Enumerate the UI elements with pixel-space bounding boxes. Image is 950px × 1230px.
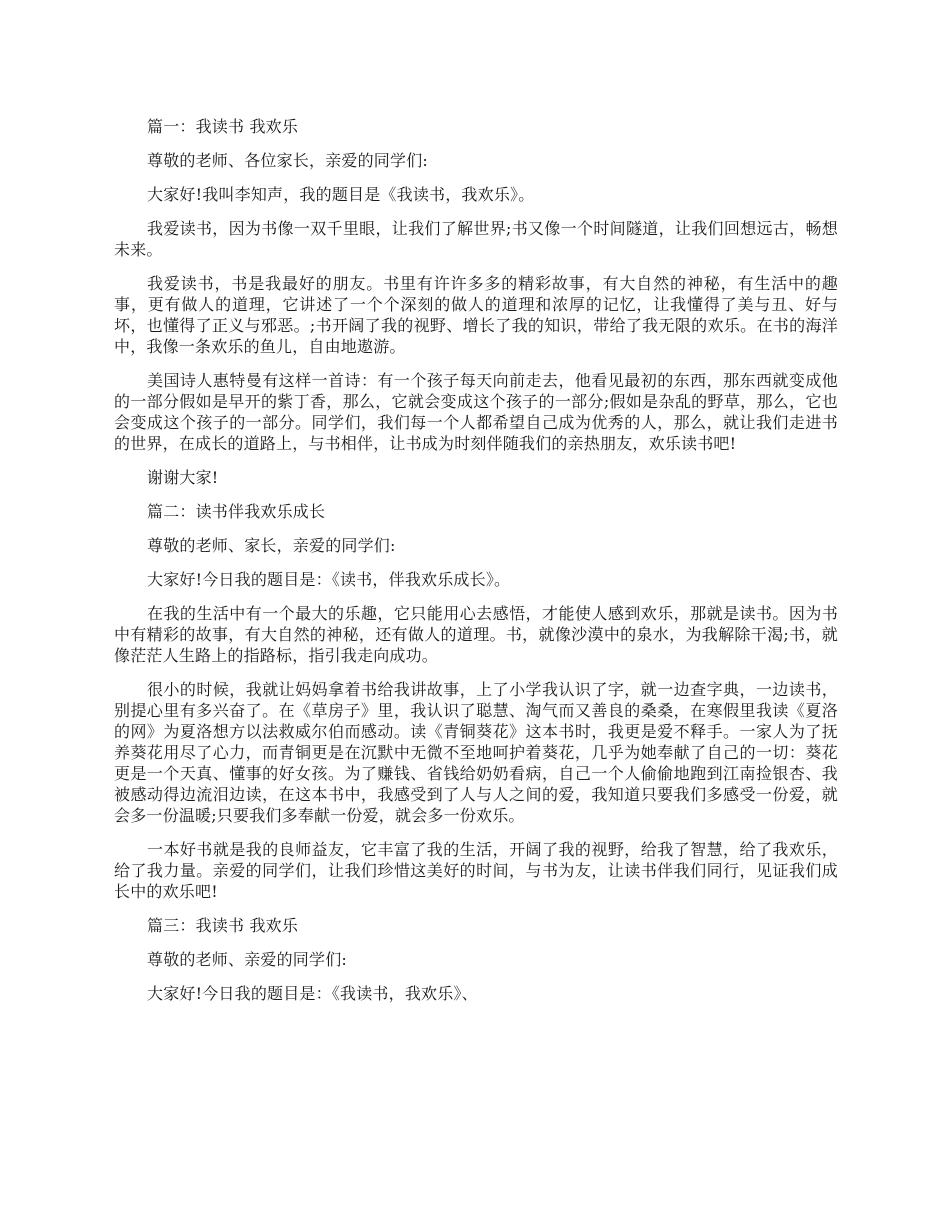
paragraph: 我爱读书，因为书像一双千里眼，让我们了解世界;书又像一个时间隧道，让我们回想远古，畅想未来。 [114,219,838,259]
paragraph: 我爱读书，书是我最好的朋友。书里有许许多多的精彩故事，有大自然的神秘，有生活中的趣事，更有做人的道理，它讲述了一个个深刻的做人的道理和浓厚的记忆，让我懂得了美与丑、好与坏，也懂得了正义与邪恶。;书开阔了我的视野、增长了我的知识，带给了我无限的欢乐。在书的海洋中，我像一条欢乐的鱼儿，自由地遨游。 [114,274,838,356]
section-heading-3: 篇三：我读书 我欢乐 [147,916,299,935]
paragraph: 一本好书就是我的良师益友，它丰富了我的生活，开阔了我的视野，给我了智慧，给了我欢乐，给了我力量。亲爱的同学们，让我们珍惜这美好的时间，与书为友，让读书伴我们同行，见证我们成长中的欢乐吧! [114,840,838,901]
salutation-3: 尊敬的老师、亲爱的同学们: [147,950,347,969]
document-body [114,116,838,1017]
paragraph: 在我的生活中有一个最大的乐趣，它只能用心去感悟，才能使人感到欢乐，那就是读书。因为书中有精彩的故事，有大自然的神秘，还有做人的道理。书，就像沙漠中的泉水，为我解除干渴;书，就像茫茫人生路上的指路标，指引我走向成功。 [114,604,838,665]
salutation-1: 尊敬的老师、各位家长，亲爱的同学们: [147,151,428,170]
section-heading-2: 篇二：读书伴我欢乐成长 [147,502,326,521]
paragraph: 大家好!今日我的题目是：《我读书，我欢乐》、 [147,984,478,1003]
section-heading-1: 篇一：我读书 我欢乐 [147,117,299,136]
paragraph: 很小的时候，我就让妈妈拿着书给我讲故事，上了小学我认识了字，就一边查字典，一边读书，别提心里有多兴奋了。在《草房子》里，我认识了聪慧、淘气而又善良的桑桑，在寒假里我读《夏洛的网》为夏洛想方以法救威尔伯而感动。读《青铜葵花》这本书时，我更是爱不释手。一家人为了抚养葵花用尽了心力，而青铜更是在沉默中无微不至地呵护着葵花，几乎为她奉献了自己的一切：葵花更是一个天真、懂事的好女孩。为了赚钱、省钱给奶奶看病，自己一个人偷偷地跑到江南捡银杏、我被感动得边流泪边读，在这本书中，我感受到了人与人之间的爱，我知道只要我们多感受一份爱，就会多一份温暖;只要我们多奉献一份爱，就会多一份欢乐。 [114,680,838,825]
paragraph: 美国诗人惠特曼有这样一首诗：有一个孩子每天向前走去，他看见最初的东西，那东西就变成他的一部分假如是早开的紫丁香，那么，它就会变成这个孩子的一部分;假如是杂乱的野草，那么，它也会变成这个孩子的一部分。同学们，我们每一个人都希望自己成为优秀的人，那么，就让我们走进书的世界，在成长的道路上，与书相伴，让书成为时刻伴随我们的亲热朋友，欢乐读书吧! [114,371,838,453]
paragraph: 大家好!今日我的题目是：《读书，伴我欢乐成长》。 [147,570,511,589]
salutation-2: 尊敬的老师、家长，亲爱的同学们: [147,536,396,555]
closing: 谢谢大家! [147,468,219,487]
paragraph: 大家好!我叫李知声，我的题目是《我读书，我欢乐》。 [147,185,535,204]
